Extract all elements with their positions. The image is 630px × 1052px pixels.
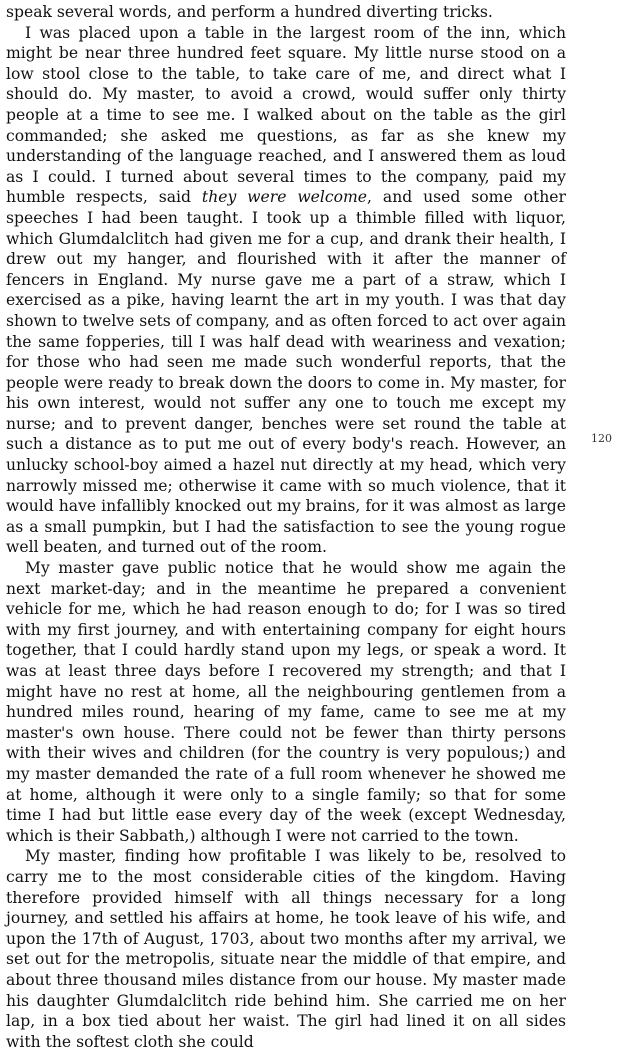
paragraph-inn-exhibition xyxy=(6,23,566,558)
line-number: 120 xyxy=(591,432,612,445)
paragraph-journey: My master, finding how profitable I was likely to be, resolved to carry me to the most considerable cities of the kingdom. Having therefore provided himself with all things necessary for a long journey, and settled his affairs at home, he took leave of his wife, and upon the 17th of August, 1703, about two months after my arrival, we set out for the metropolis, situate near the middle of that empire, and about three thousand miles distance from our house. My master made his daughter Glumdalclitch ride behind him. She carried me on her lap, in a box tied about her waist. The girl had lined it on all sides with the softest cloth she could xyxy=(6,847,566,1051)
body-text xyxy=(6,2,566,1052)
paragraph-text: I was placed upon a table in the largest room of the inn, which might be near three hundred feet square. My little nurse stood on a low stool close to the table, to take care of me, and direct what I should do. My master, to avoid a crowd, would suffer only thirty people at a time to see me. I walked about on the table as the girl commanded; she asked me questions, as far as she knew my understanding of the language reached, and I answered them as loud as I could. I turned about several times to the company, paid my humble respects, said xyxy=(6,23,566,207)
paragraph-continuation: speak several words, and perform a hundred diverting tricks. xyxy=(6,3,493,21)
paragraph-text: , and used some other speeches I had been taught. I took up a thimble filled with liquor, which Glumdalclitch had given me for a cup, and drank their health, I drew out my hanger, and flourished with it after the manner of fencers in England. My nurse gave me a part of a straw, which I exercised as a pike, having learnt the art in my youth. I was that day shown to twelve sets of company, and as often forced to act over again the same fopperies, till I was half dead with weariness and vexation; for those who had seen me made such wonderful reports, that the people were ready to break down the doors to come in. My master, for his own interest, would not suffer any one to touch me except my nurse; and to prevent danger, benches were set round the table at such a distance as to put me out of every body's reach. However, an unlucky school-boy aimed a hazel nut directly at my head, which very narrowly missed me; otherwise it came with so much violence, that it would have infallibly knocked out my brains, for it was almost as large as a small pumpkin, but I had the satisfaction to see the young rogue well beaten, and turned out of the room. xyxy=(6,188,566,557)
italic-phrase: they were welcome xyxy=(201,188,368,207)
paragraph-market-day: My master gave public notice that he would show me again the next market-day; and in the meantime he prepared a convenient vehicle for me, which he had reason enough to do; for I was so tired with my first journey, and with entertaining company for eight hours together, that I could hardly stand upon my legs, or speak a word. It was at least three days before I recovered my strength; and that I might have no rest at home, all the neighbouring gentlemen from a hundred miles round, hearing of my fame, came to see me at my master's own house. There could not be fewer than thirty persons with their wives and children (for the country is very populous;) and my master demanded the rate of a full room whenever he showed me at home, although it were only to a single family; so that for some time I had but little ease every day of the week (except Wednesday, which is their Sabbath,) although I were not carried to the town. xyxy=(6,559,566,845)
